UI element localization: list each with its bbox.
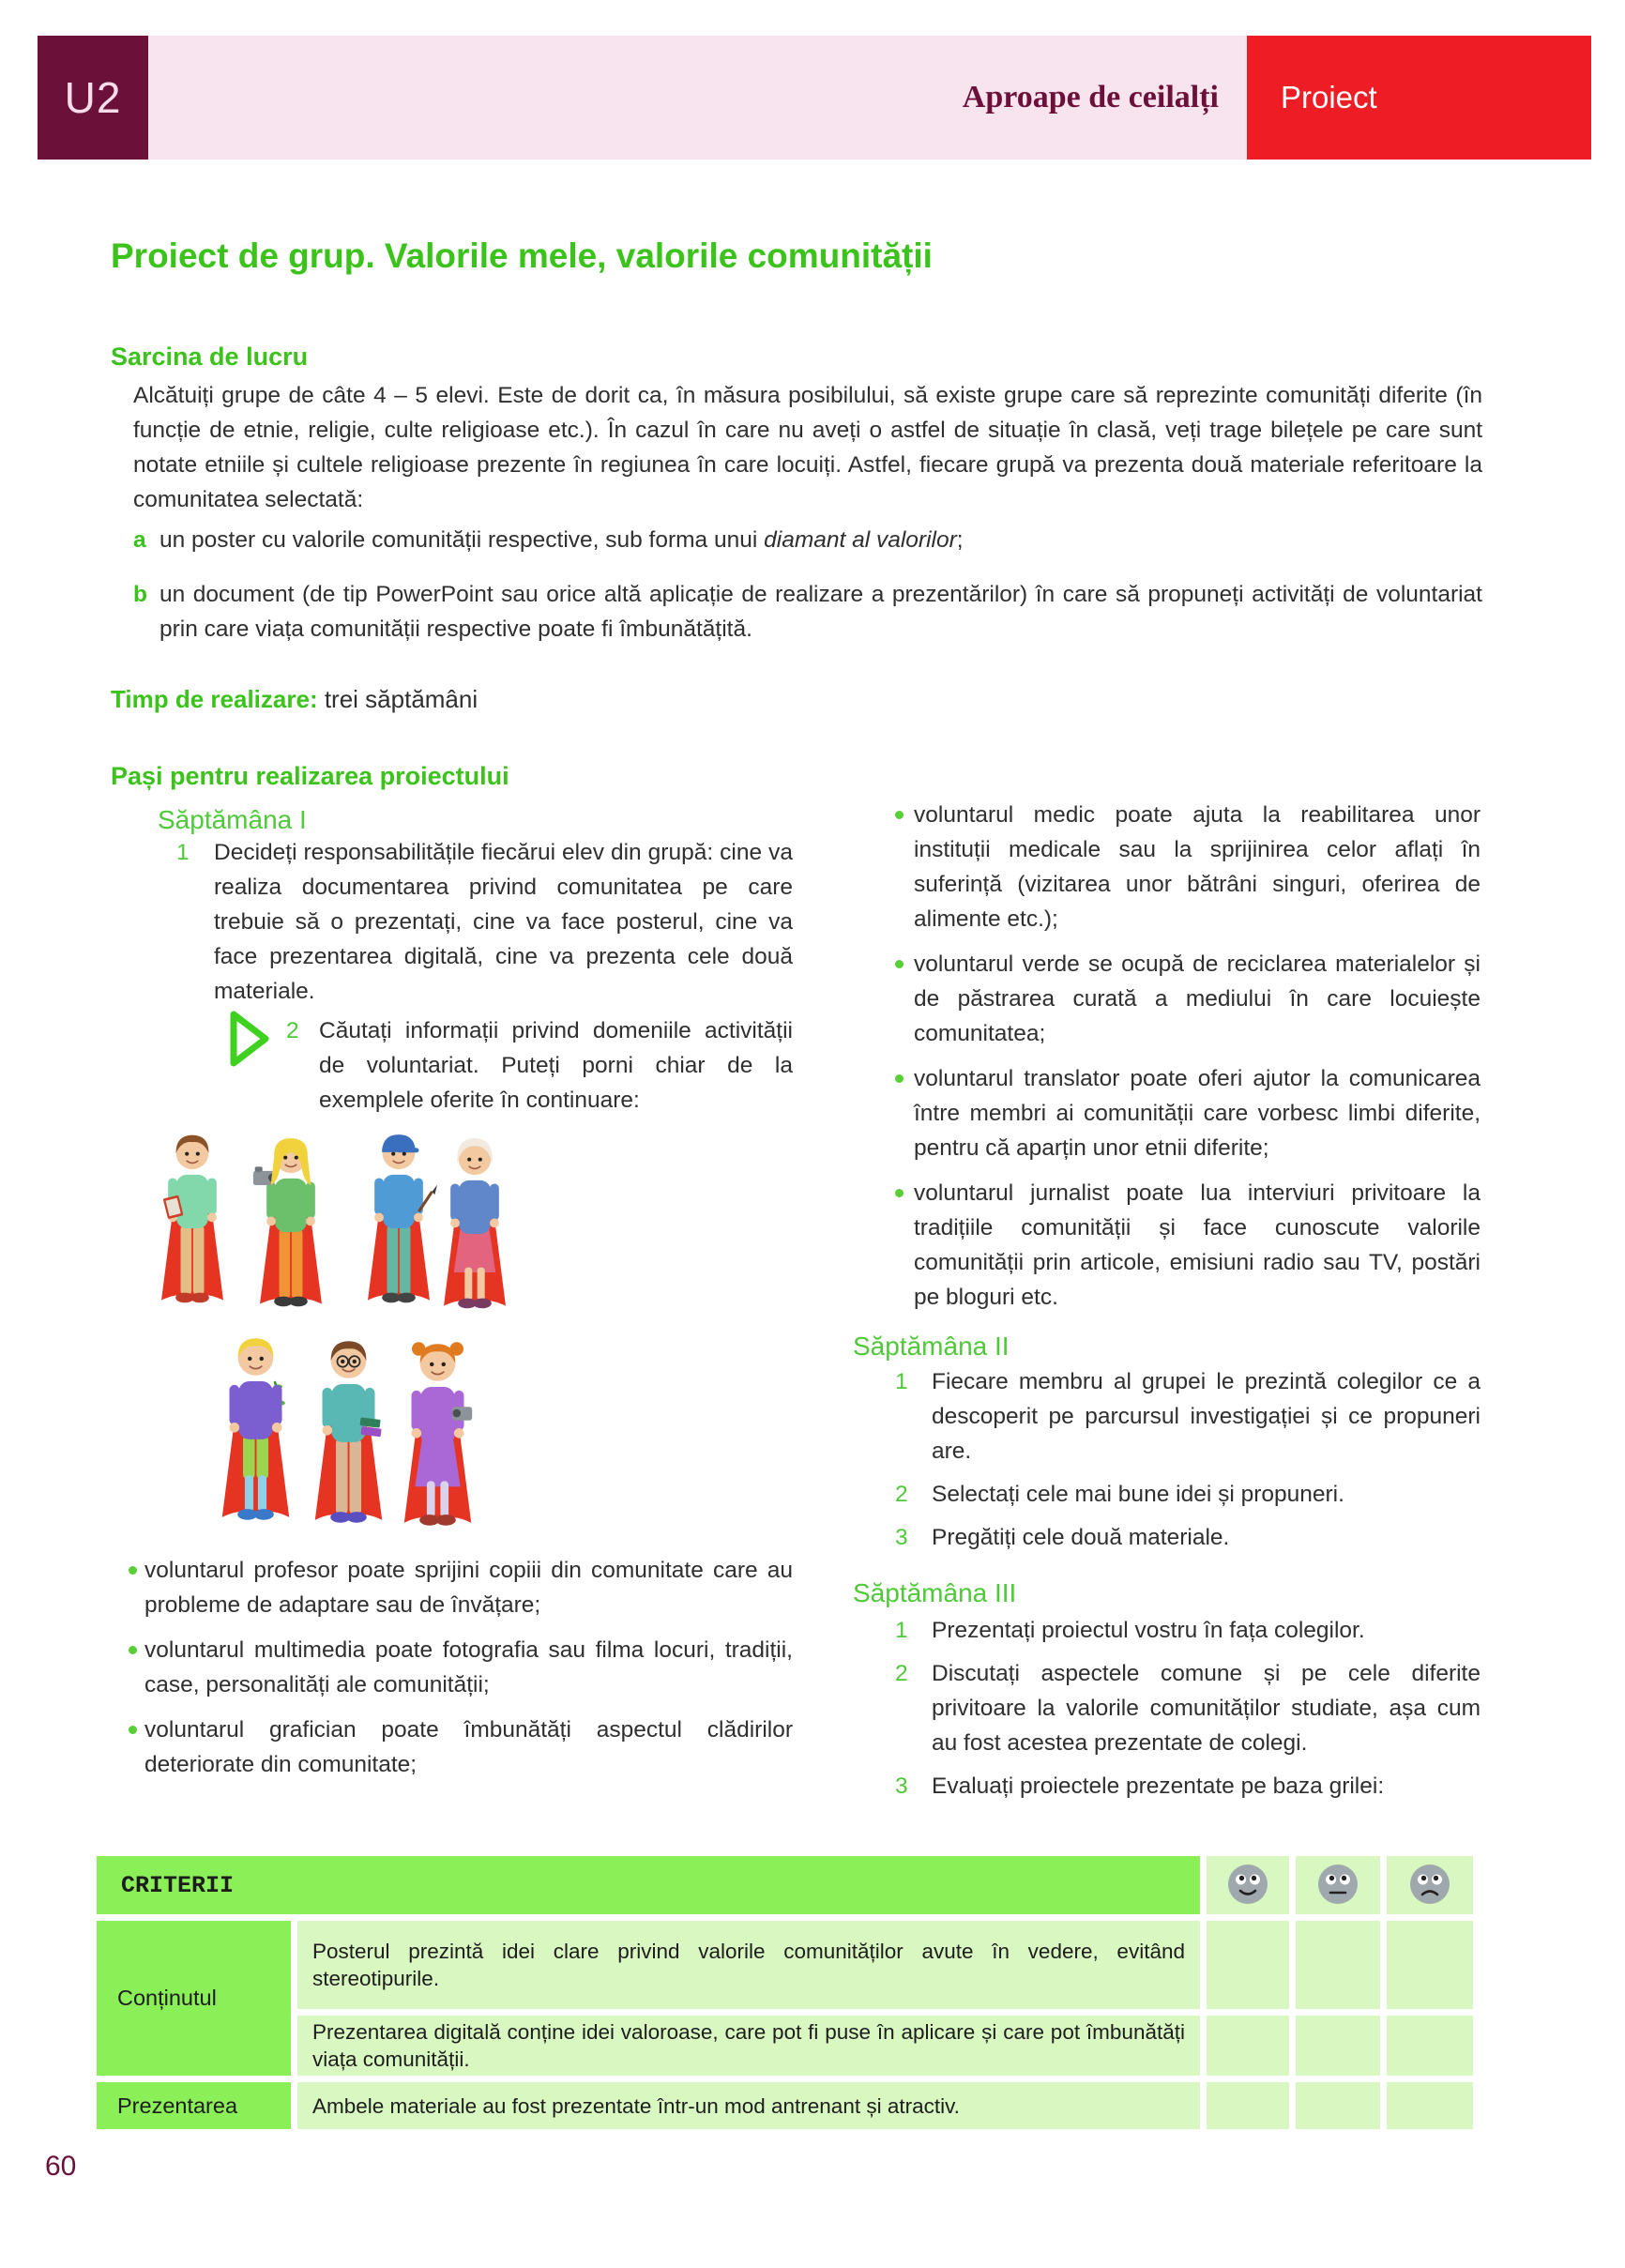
volunteer-list-right <box>849 798 1481 1325</box>
list-item: voluntarul verde se ocupă de reciclarea materialelor și de păstrarea curată a mediului în care locuiește comunitatea; <box>849 947 1481 1051</box>
volunteer-boy-with-plant <box>210 1331 301 1539</box>
score-cell <box>1296 2016 1380 2076</box>
step-text: Pregătiți cele două materiale. <box>932 1525 1230 1550</box>
week1-heading: Săptămâna I <box>158 805 307 834</box>
page-title: Proiect de grup. Valorile mele, valorile comunității <box>111 236 933 275</box>
volunteer-figure <box>432 1134 518 1331</box>
grid-cell-description: Prezentarea digitală conține idei valoroase, care pot fi puse în aplicare și care pot îmbunătăți viața comunității. <box>297 2016 1200 2076</box>
volunteer-boy-with-book <box>149 1128 235 1320</box>
grid-row-label-content: Conținutul <box>97 1921 291 2076</box>
score-cell <box>1207 2082 1289 2129</box>
volunteer-list-left <box>129 1553 793 1792</box>
unit-badge <box>38 36 148 160</box>
unit-label: U2 <box>64 73 122 122</box>
happy-face-icon <box>1226 1864 1269 1907</box>
list-item: voluntarul jurnalist poate lua interviuri privitoare la tradițiile comunității și face cunoscute valorile comunității prin articole, emisiuni radio sau TV, postări pe bloguri etc. <box>849 1176 1481 1315</box>
chapter-title: Aproape de ceilalți <box>962 80 1219 114</box>
section-badge <box>1247 36 1591 160</box>
page-number: 60 <box>45 2151 77 2182</box>
play-triangle-icon <box>228 1010 271 1068</box>
step-number: 2 <box>895 1482 908 1507</box>
grid-header-sad <box>1387 1856 1473 1914</box>
step-text: Selectați cele mai bune idei și propuneri. <box>932 1482 1344 1507</box>
score-cell <box>1387 2016 1473 2076</box>
step-number: 2 <box>286 1018 299 1043</box>
step-text: Căutați informații privind domeniile activității de voluntariat. Puteți porni chiar de la exemplele oferite în continuare: <box>319 1018 793 1113</box>
week3-step-1 <box>895 1613 1481 1648</box>
neutral-face-icon <box>1316 1864 1359 1907</box>
task-item-list <box>133 523 1482 647</box>
volunteer-boy-painter <box>356 1128 442 1320</box>
week3-step-3 <box>895 1769 1481 1804</box>
week3-heading: Săptămâna III <box>853 1578 1017 1607</box>
volunteer-figure <box>248 1132 334 1329</box>
task-intro-paragraph: Alcătuiți grupe de câte 4 – 5 elevi. Este de dorit ca, în măsura posibilului, să existe grupe care să reprezinte comunități diferite (în funcție de etnie, religie, culte religioase etc.). În cazul în care nu aveți o astfel de situație în clasă, veți trage bilețele pe care sunt notate etniile și cultele religioase prezente în regiunea în care locuiți. Astfel, fiecare grupă va prezenta două materiale referitoare la comunitatea selectată: <box>133 383 1482 512</box>
volunteer-figure <box>210 1331 301 1544</box>
step-number: 1 <box>176 840 190 865</box>
volunteer-girl-with-scarf <box>432 1134 518 1326</box>
grid-header-happy <box>1207 1856 1289 1914</box>
volunteer-figure <box>303 1333 394 1546</box>
evaluation-grid <box>97 1856 1473 2129</box>
grid-cell-description: Posterul prezintă idei clare privind valorile comunităților avute în vedere, evitând stereotipurile. <box>297 1921 1200 2009</box>
step-number: 1 <box>895 1618 908 1643</box>
duration-value: trei săptămâni <box>317 685 478 713</box>
list-item: voluntarul multimedia poate fotografia sau filma locuri, tradiții, case, personalități ale comunității; <box>129 1633 793 1702</box>
week2-step-3 <box>895 1520 1481 1555</box>
list-item: voluntarul medic poate ajuta la reabilitarea unor instituții medicale sau la sprijinirea celor aflați în suferință (vizitarea unor bătrâni singuri, oferirea de alimente etc.); <box>849 798 1481 936</box>
task-heading: Sarcina de lucru <box>111 342 309 371</box>
volunteer-with-glasses-and-books <box>303 1333 394 1542</box>
grid-row-label-presentation: Prezentarea <box>97 2082 291 2129</box>
score-cell <box>1207 1921 1289 2009</box>
list-item: voluntarul translator poate oferi ajutor la comunicarea între membri ai comunității care vorbesc limbi diferite, pentru că aparțin unor etnii diferite; <box>849 1061 1481 1165</box>
volunteer-girl-with-video-camera <box>248 1132 334 1324</box>
score-cell <box>1387 1921 1473 2009</box>
list-item: voluntarul grafician poate îmbunătăți aspectul clădirilor deteriorate din comunitate; <box>129 1712 793 1782</box>
chapter-banner <box>148 36 1247 160</box>
score-cell <box>1207 2016 1289 2076</box>
score-cell <box>1296 2082 1380 2129</box>
step-text: Decideți responsabilitățile fiecărui elev din grupă: cine va realiza documentarea privind comunitatea pe care trebuie să o prezentați, cine va face posterul, cine va face prezentarea digitală, cine va prezenta cele două materiale. <box>214 840 793 1004</box>
task-item-b <box>133 577 1482 647</box>
item-marker-a: a <box>133 527 146 553</box>
volunteer-figure <box>356 1128 442 1325</box>
task-item-a <box>133 523 1482 557</box>
score-cell <box>1387 2082 1473 2129</box>
step-text: Prezentați proiectul vostru în fața colegilor. <box>932 1618 1365 1643</box>
steps-heading: Pași pentru realizarea proiectului <box>111 762 509 790</box>
section-badge-label: Proiect <box>1281 80 1377 114</box>
week2-step-2 <box>895 1477 1481 1512</box>
step-number: 3 <box>895 1525 908 1550</box>
list-item: voluntarul profesor poate sprijini copiii din comunitate care au probleme de adaptare sau de învățare; <box>129 1553 793 1622</box>
step-number: 1 <box>895 1369 908 1394</box>
week3-step-2 <box>895 1656 1481 1760</box>
step-text: Fiecare membru al grupei le prezintă colegilor ce a descoperit pe parcursul investigației și ce propuneri are. <box>932 1369 1481 1464</box>
task-item-b-text: un document (de tip PowerPoint sau orice altă aplicație de realizare a prezentărilor) în care să propuneți activități de voluntariat prin care viața comunității respective poate fi îmbunătățită. <box>159 582 1482 642</box>
duration-line <box>111 685 478 714</box>
step-number: 2 <box>895 1661 908 1686</box>
grid-header-neutral <box>1296 1856 1380 1914</box>
week2-step-1 <box>895 1364 1481 1469</box>
volunteers-illustration <box>141 1128 795 1550</box>
score-cell <box>1296 1921 1380 2009</box>
sad-face-icon <box>1408 1864 1451 1907</box>
week1-step-2 <box>286 1013 793 1118</box>
step-number: 3 <box>895 1773 908 1799</box>
volunteer-girl-photographer <box>392 1336 483 1545</box>
grid-header-criteria: CRITERII <box>97 1856 1200 1914</box>
grid-cell-description: Ambele materiale au fost prezentate într-un mod antrenant și atractiv. <box>297 2082 1200 2129</box>
duration-label: Timp de realizare: <box>111 685 318 713</box>
week1-step-1 <box>176 835 793 1009</box>
task-item-a-text: un poster cu valorile comunității respective, sub forma unui diamant al valorilor; <box>159 527 964 553</box>
volunteer-figure <box>392 1336 483 1549</box>
volunteer-figure <box>149 1128 235 1325</box>
week2-heading: Săptămâna II <box>853 1332 1010 1361</box>
step-text: Evaluați proiectele prezentate pe baza grilei: <box>932 1773 1385 1799</box>
step-text: Discutați aspectele comune și pe cele diferite privitoare la valorile comunităților studiate, așa cum au fost acestea prezentate de colegi. <box>932 1661 1481 1756</box>
item-marker-b: b <box>133 582 147 607</box>
